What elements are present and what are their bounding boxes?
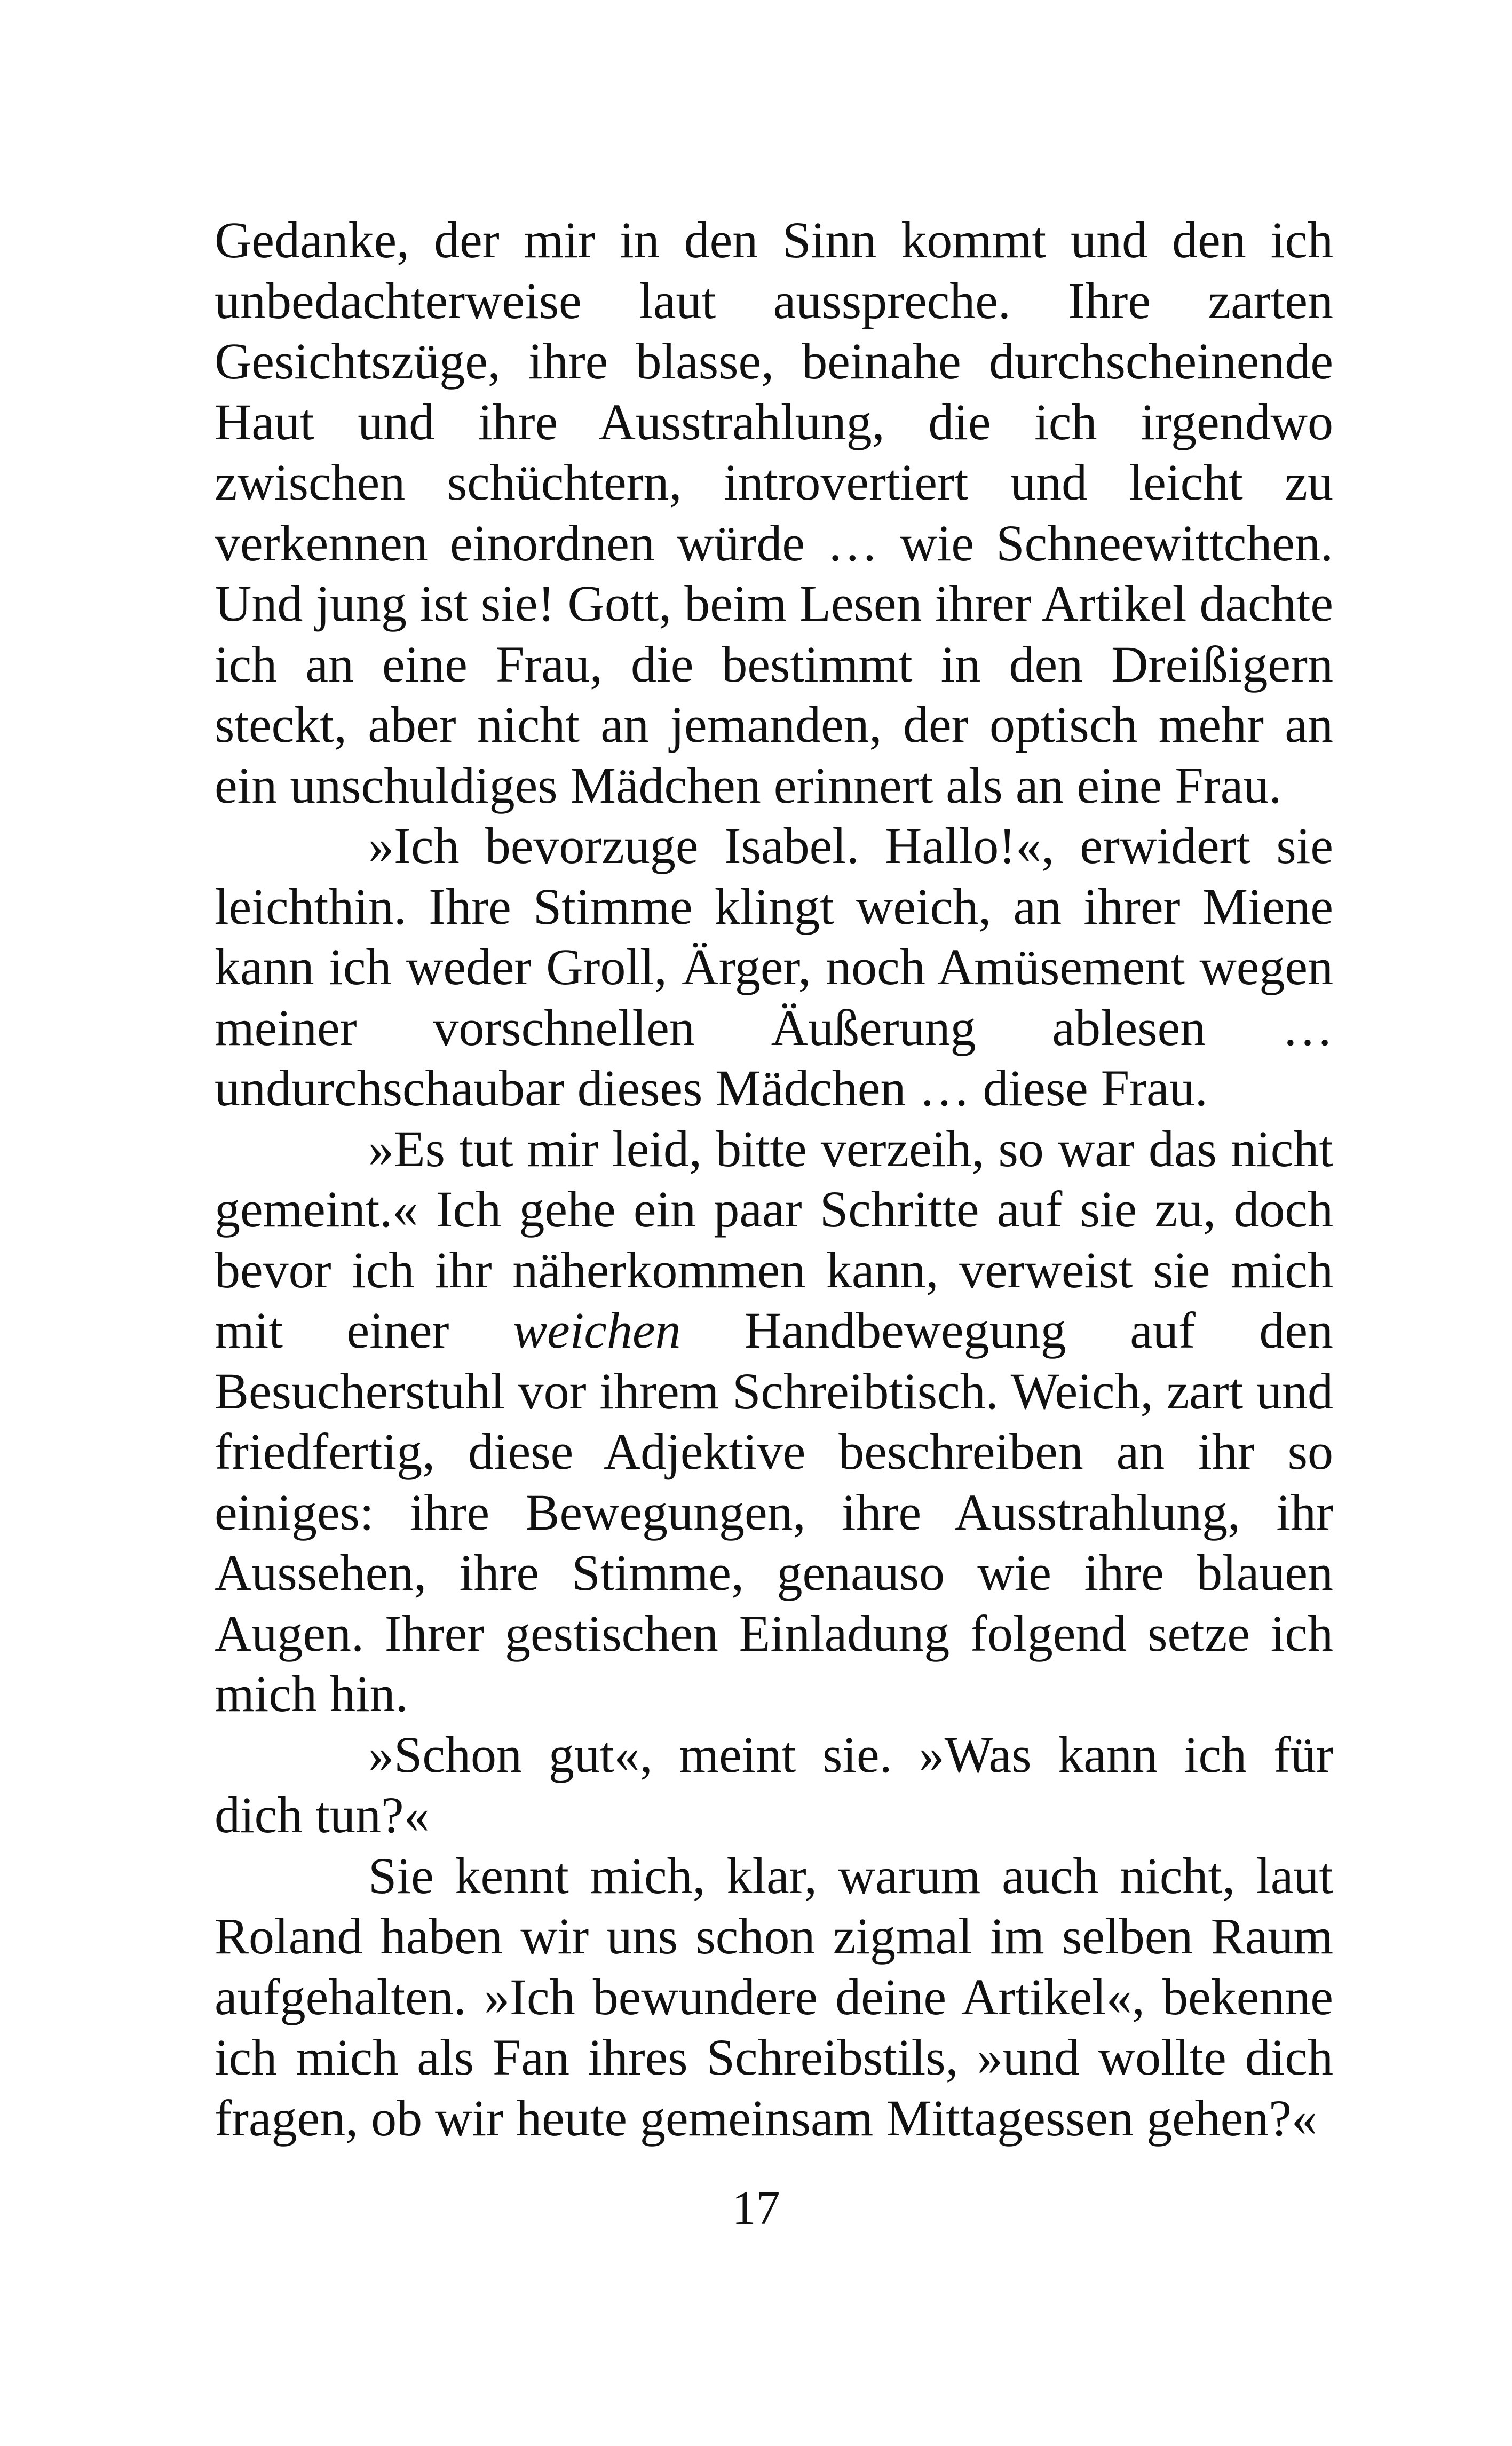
italic-text-segment: weichen <box>513 1302 681 1359</box>
body-text <box>215 210 1333 2148</box>
text-segment: »Ich bevorzuge Isabel. Hallo!«, erwidert sie leichthin. Ihre Stimme klingt weich, an ihrer Miene kann ich weder Groll, Ärger, noch Amüsement wegen meiner vorschnellen Äußerung ablesen … undurchschaubar dieses Mädchen … diese Frau. <box>215 817 1333 1117</box>
text-segment: Gedanke, der mir in den Sinn kommt und den ich unbedachterweise laut ausspreche. Ihre zarten Gesichtszüge, ihre blasse, beinahe durchscheinende Haut und ihre Ausstrahlung, die ich irgendwo zwischen schüchtern, introvertiert und leicht zu verkennen einordnen würde … wie Schneewittchen. Und jung ist sie! Gott, beim Lesen ihrer Artikel dachte ich an eine Frau, die bestimmt in den Dreißigern steckt, aber nicht an jemanden, der optisch mehr an ein unschuldiges Mädchen erinnert als an eine Frau. <box>215 211 1333 814</box>
paragraph <box>215 816 1333 1119</box>
paragraph <box>215 1846 1333 2149</box>
text-segment: Handbewegung auf den Besucherstuhl vor ihrem Schreibtisch. Weich, zart und friedfertig, diese Adjektive beschreiben an ihr so einiges: ihre Bewegungen, ihre Ausstrahlung, ihr Aussehen, ihre Stimme, genauso wie ihre blauen Augen. Ihrer gestischen Einladung folgend setze ich mich hin. <box>215 1302 1334 1722</box>
page-number: 17 <box>732 2182 780 2235</box>
paragraph <box>215 210 1333 816</box>
paragraph <box>215 1724 1333 1846</box>
text-segment: »Es tut mir leid, bitte verzeih, so war das nicht gemeint.« Ich gehe ein paar Schritte auf sie zu, doch bevor ich ihr näherkommen kann, verweist sie mich mit einer <box>215 1120 1333 1359</box>
paragraph <box>215 1119 1333 1724</box>
text-segment: Sie kennt mich, klar, warum auch nicht, laut Roland haben wir uns schon zigmal im selben Raum aufgehalten. »Ich bewundere deine Artikel«, bekenne ich mich als Fan ihres Schreibstils, »und wollte dich fragen, ob wir heute gemeinsam Mittagessen gehen?« <box>215 1847 1333 2147</box>
text-segment: »Schon gut«, meint sie. »Was kann ich für dich tun?« <box>215 1725 1333 1843</box>
